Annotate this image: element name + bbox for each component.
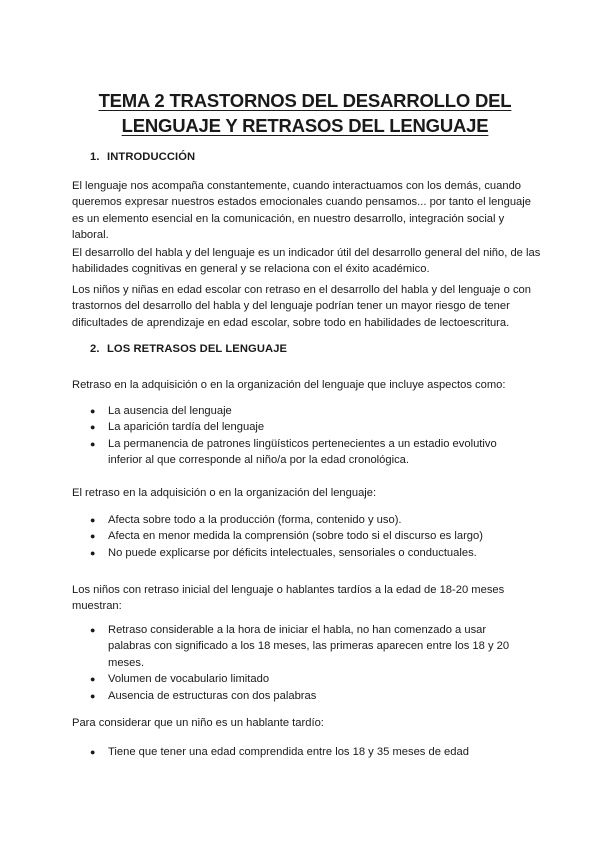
section-title: LOS RETRASOS DEL LENGUAJE bbox=[107, 343, 288, 355]
title-line-2: LENGUAJE Y RETRASOS DEL LENGUAJE bbox=[121, 115, 489, 136]
list-item: ● La ausencia del lenguaje bbox=[72, 403, 532, 419]
list-item: ● Volumen de vocabulario limitado bbox=[72, 671, 532, 687]
organizacion-intro: El retraso en la adquisición o en la organización del lenguaje: bbox=[72, 487, 377, 499]
list-item: ● La permanencia de patrones lingüísticos pertenecientes a un estadio evolutivo inferior al que corresponde al niño/a por la edad cronológica. bbox=[90, 437, 497, 467]
list-item: ● Retraso considerable a la hora de iniciar el habla, no han comenzado a usar palabras con significado a los 18 meses, las primeras aparecen entre los 18 y 20 meses. bbox=[90, 624, 510, 669]
list-item: ● No puede explicarse por déficits intelectuales, sensoriales o conductuales. bbox=[72, 545, 532, 561]
title-line-1: TEMA 2 TRASTORNOS DEL DESARROLLO DEL bbox=[98, 90, 512, 111]
bullet-icon: ● bbox=[90, 747, 96, 757]
hablantes-intro: Los niños con retraso inicial del lenguaje o hablantes tardíos a la edad de 18-20 meses muestran: bbox=[72, 584, 505, 613]
retraso-intro: Retraso en la adquisición o en la organización del lenguaje que incluye aspectos como: bbox=[72, 379, 506, 391]
list-item: ● Tiene que tener una edad comprendida entre los 18 y 35 meses de edad bbox=[72, 744, 532, 760]
bullet-icon: ● bbox=[90, 690, 96, 701]
bullet-icon: ● bbox=[90, 625, 96, 635]
section-number: 2. bbox=[90, 343, 100, 355]
tardio-intro: Para considerar que un niño es un hablante tardío: bbox=[72, 717, 324, 729]
bullet-icon: ● bbox=[90, 674, 96, 685]
section-heading-introduccion bbox=[90, 151, 195, 163]
list-item: ● Afecta en menor medida la comprensión (sobre todo si el discurso es largo) bbox=[72, 528, 532, 544]
list-item: ● La aparición tardía del lenguaje bbox=[72, 419, 532, 435]
list-item: ● Ausencia de estructuras con dos palabras bbox=[72, 688, 532, 704]
intro-paragraph-1: El lenguaje nos acompaña constantemente, cuando interactuamos con los demás, cuando queremos expresar nuestros estados emocionales cuando pensamos... por tanto el lenguaje es un elemento esencial en la comunicación, en nuestro desarrollo, integración social y laboral. bbox=[72, 180, 531, 242]
bullet-icon: ● bbox=[90, 422, 96, 433]
section-title: INTRODUCCIÓN bbox=[107, 151, 196, 163]
bullet-icon: ● bbox=[90, 438, 96, 449]
document-title bbox=[60, 88, 550, 138]
bullet-icon: ● bbox=[90, 406, 96, 416]
list-item: ● Afecta sobre todo a la producción (forma, contenido y uso). bbox=[72, 512, 532, 528]
section-number: 1. bbox=[90, 151, 100, 163]
retraso-list bbox=[72, 403, 532, 469]
section-heading-retrasos bbox=[90, 343, 287, 355]
bullet-icon: ● bbox=[90, 515, 96, 525]
bullet-icon: ● bbox=[90, 547, 96, 558]
hablantes-list bbox=[72, 622, 532, 704]
intro-paragraph-2: El desarrollo del habla y del lenguaje es un indicador útil del desarrollo general del niño, de las habilidades cognitivas en general y se relaciona con el éxito académico. bbox=[72, 247, 541, 276]
intro-paragraph-3: Los niños y niñas en edad escolar con retraso en el desarrollo del habla y del lenguaje o con trastornos del desarrollo del habla y del lenguaje podrían tener un mayor riesgo de tener dificultades de aprendizaje en edad escolar, sobre todo en habilidades de lectoescritura. bbox=[72, 284, 531, 329]
tardio-list bbox=[72, 744, 532, 760]
bullet-icon: ● bbox=[90, 531, 96, 542]
organizacion-list bbox=[72, 512, 532, 561]
